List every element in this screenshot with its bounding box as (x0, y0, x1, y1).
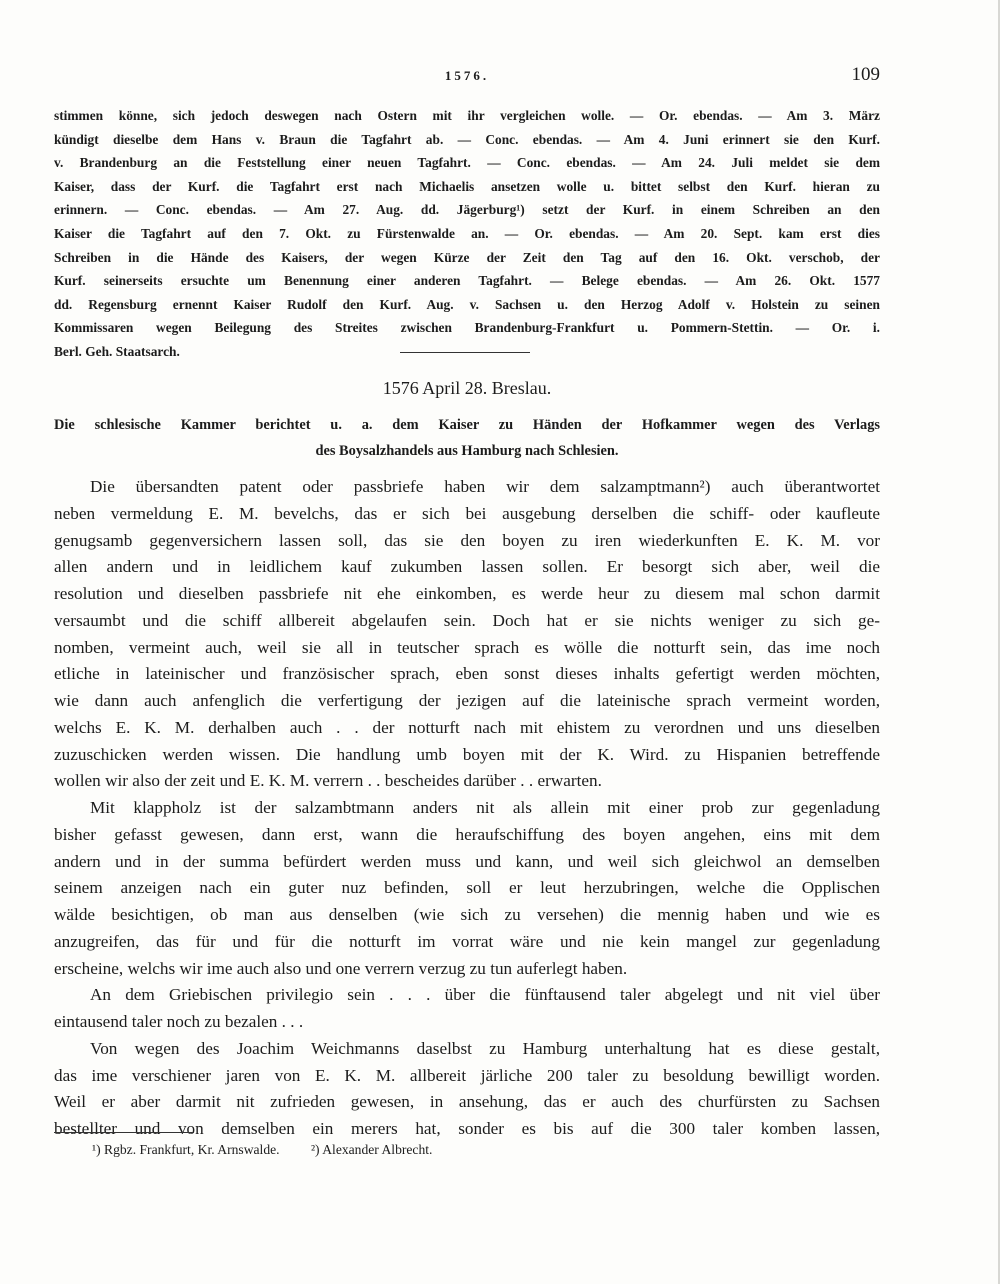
previous-document-notes (54, 104, 880, 364)
body-line: anzugreifen, das für und für die notturft im vorrat wäre und nie kein mangel zur gegenladung (54, 931, 880, 951)
body-line: wälde besichtigen, ob man aus denselben (wie sich zu versehen) die mennig haben und wie es (54, 905, 880, 924)
note-line: Berl. Geh. Staatsarch. (54, 343, 180, 359)
body-line: neben vermeldung E. M. bevelchs, das er sich bei ausgebung derselben die schiff- oder kaufleute (54, 503, 880, 523)
body-line: bisher gefasst gewesen, dann erst, wann die heraufschiffung des boyen angehen, eins mit dem (54, 824, 880, 844)
footnote: ²) Alexander Albrecht. (310, 1142, 433, 1157)
note-line: Kaiser, dass der Kurf. die Tagfahrt erst nach Michaelis ansetzen wolle u. bittet selbst den Kurf. hieran zu (54, 178, 880, 194)
body-line: seinem anzeigen nach ein guter nuz befinden, soll er leut herzubringen, welche die Opplischen (54, 878, 880, 898)
document-date-heading: 1576 April 28. Breslau. (382, 378, 552, 398)
body-line: versaumbt und die schiff allbereit abgelaufen sein. Doch hat er sie nichts weniger zu sich ge- (54, 610, 880, 630)
note-line: kündigt dieselbe dem Hans v. Braun die Tagfahrt ab. — Conc. ebendas. — Am 4. Juni erinnert sie den Kurf. (54, 131, 880, 147)
page-number: 109 (851, 64, 880, 85)
summary-line: Die schlesische Kammer berichtet u. a. dem Kaiser zu Händen der Hofkammer wegen des Verlags (54, 417, 880, 433)
body-line: Weil er aber darmit nit zufrieden gewesen, in ansehung, das er auch des churfürsten zu Sachsen (54, 1092, 880, 1112)
note-line: stimmen könne, sich jedoch deswegen nach Ostern mit ihr vergleichen wolle. — Or. ebendas. — Am 3. März (54, 108, 880, 123)
body-line: An dem Griebischen privilegio sein . . . über die fünftausend taler abgelegt und nit viel über (90, 985, 880, 1005)
summary-line: des Boysalzhandels aus Hamburg nach Schlesien. (315, 443, 619, 459)
body-line: allen andern und in leidlichem kauf zukumben lassen sollen. Er besorgt sich aber, weil die (54, 557, 880, 577)
running-head: 1576. (444, 68, 490, 83)
note-line: Kommissaren wegen Beilegung des Streites zwischen Brandenburg-Frankfurt u. Pommern-Stettin. — Or. i. (54, 320, 880, 336)
note-line: Kurf. seinerseits ersuchte um Benennung einer anderen Tagfahrt. — Belege ebendas. — Am 26. Okt. 1577 (54, 273, 880, 289)
body-line: das ime verschiener jaren von E. K. M. allbereit järliche 200 taler zu besoldung bewilligt worden. (54, 1065, 880, 1085)
body-line: erscheine, welchs wir ime auch also und one verrern verzug zu tun auferlegt haben. (54, 958, 628, 978)
page-header (54, 64, 880, 92)
section-divider (400, 352, 530, 353)
note-line: Schreiben in die Hände des Kaisers, der wegen Kürze der Zeit den Tag auf den 16. Okt. verschob, der (54, 249, 880, 265)
note-line: v. Brandenburg an die Feststellung einer neuen Tagfahrt. — Conc. ebendas. — Am 24. Juli meldet sie dem (54, 155, 880, 171)
note-line: Kaiser die Tagfahrt auf den 7. Okt. zu Fürstenwalde an. — Or. ebendas. — Am 20. Sept. kam erst dies (54, 225, 880, 241)
document-body (54, 474, 880, 1143)
body-line: Von wegen des Joachim Weichmanns daselbst zu Hamburg unterhaltung hat es diese gestalt, (90, 1038, 880, 1058)
body-line: resolution und dieselben passbriefe nit ehe einkomben, es werde heur zu diesem mal schon darmit (54, 584, 880, 603)
note-line: dd. Regensburg ernennt Kaiser Rudolf den Kurf. Aug. v. Sachsen u. den Herzog Adolf v. Holstein zu seinen (54, 296, 880, 312)
body-line: wie dann auch anfenglich die verfertigung der jezigen auf die lateinische sprach vermeint worden, (54, 691, 880, 710)
body-line: etliche in lateinischer und französischer sprach, eben sonst dieses inhalts gefertigt werden möchten, (54, 664, 880, 684)
note-line: erinnern. — Conc. ebendas. — Am 27. Aug. dd. Jägerburg¹) setzt der Kurf. in einem Schreiben an den (54, 202, 880, 218)
body-line: nomben, vermeint auch, weil sie all in teutscher sprach es wölle die notturft sein, das ime noch (54, 637, 880, 657)
footnote: ¹) Rgbz. Frankfurt, Kr. Arnswalde. (92, 1142, 280, 1157)
body-line: genugsamb gegenversichern lassen soll, das sie den boyen zu iren wiederkunften E. K. M. vor (54, 530, 880, 550)
body-line: eintausend taler noch zu bezalen . . . (54, 1012, 304, 1031)
document-summary (54, 412, 880, 464)
body-line: Die übersandten patent oder passbriefe haben wir dem salzamptmann²) auch überantwortet (90, 477, 880, 496)
body-line: welchs E. K. M. derhalben auch . . der notturft nach mit ehistem zu verordnen und uns dieselben (54, 717, 880, 737)
footnotes (92, 1142, 460, 1158)
body-line: wollen wir also der zeit und E. K. M. verrern . . bescheides darüber . . erwarten. (54, 771, 602, 791)
body-line: bestellter und von demselben ein merers hat, sonder es bis auf die 300 taler komben lassen, (54, 1119, 880, 1138)
body-line: andern und in der summa befürdert werden muss und kann, und weil sich gleichwol an demselben (54, 851, 880, 871)
footnote-rule (54, 1132, 194, 1133)
body-line: Mit klappholz ist der salzambtmann anders nit als allein mit einer prob zur gegenladung (90, 798, 880, 817)
body-line: zuzuschicken werden wissen. Die handlung umb boyen mit der K. Wird. zu Hispanien betreffende (54, 744, 880, 764)
